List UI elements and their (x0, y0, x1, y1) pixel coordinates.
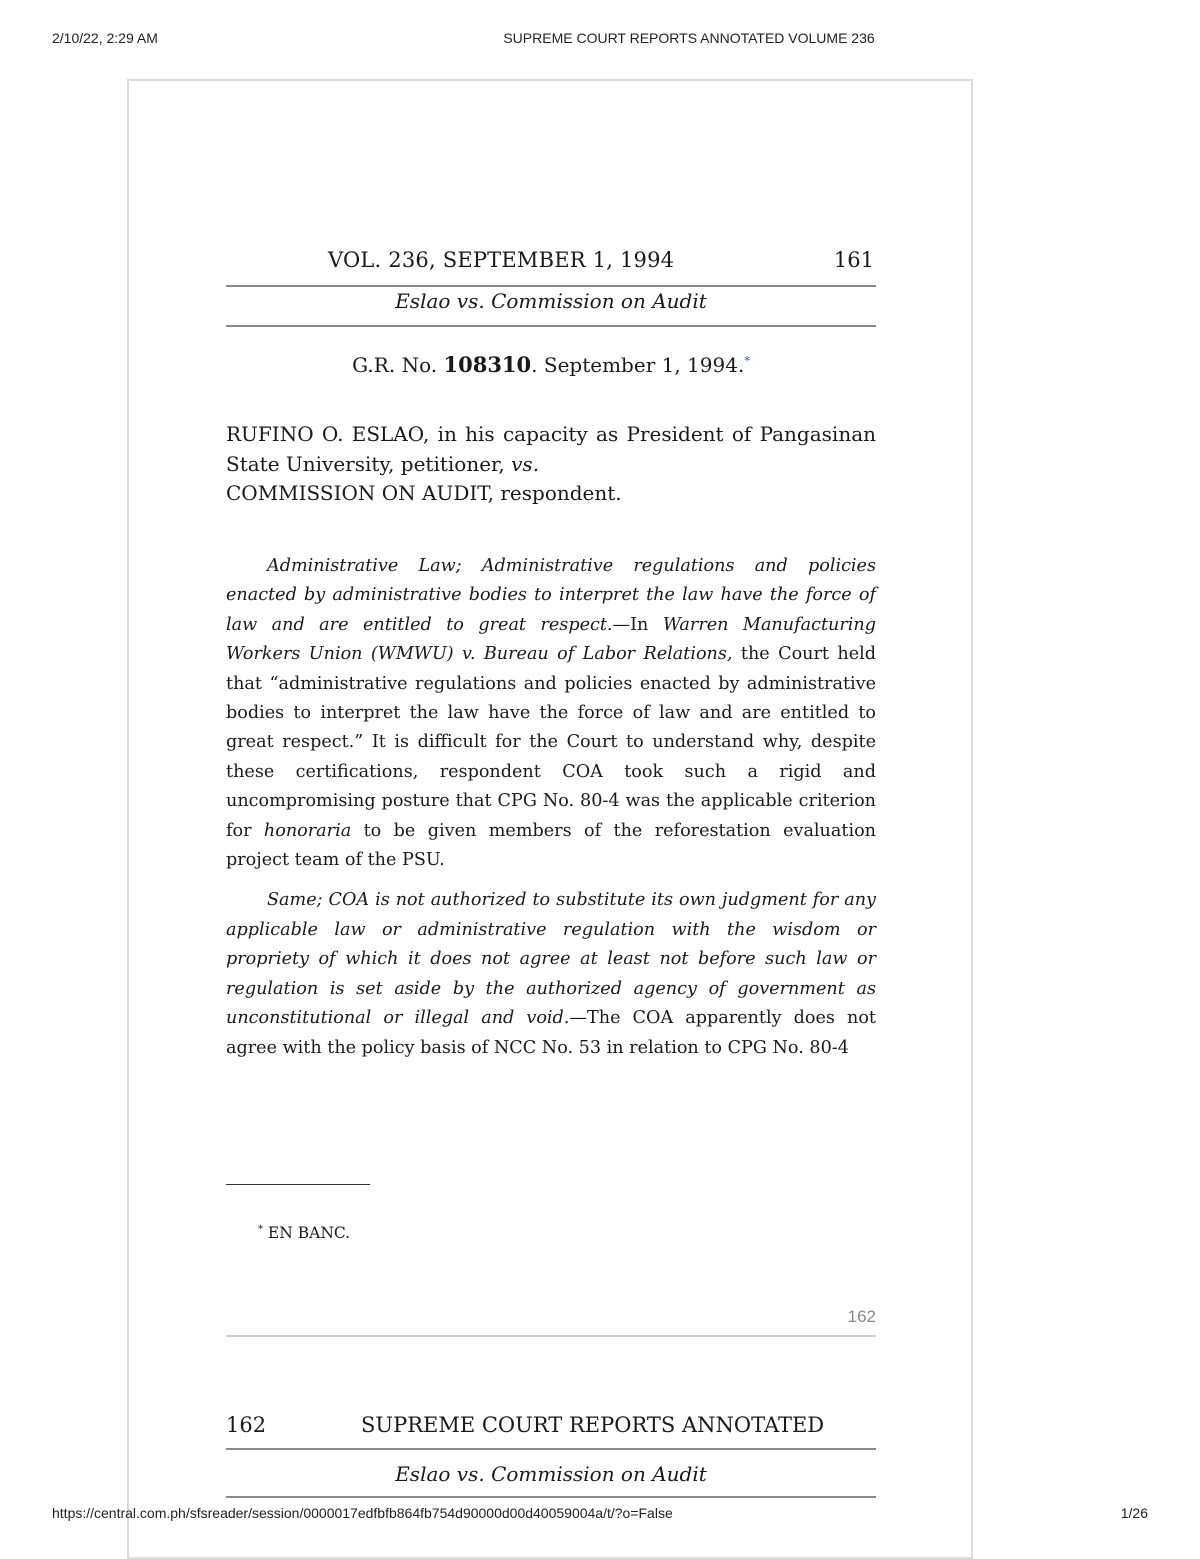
case-title-next: Eslao vs. Commission on Audit (395, 1462, 707, 1486)
parties (226, 420, 876, 509)
footnote-star: * (258, 1224, 263, 1235)
gr-prefix: G.R. No. (352, 353, 444, 377)
footnote-text: EN BANC. (263, 1224, 351, 1243)
parties-vs: vs. (511, 451, 540, 476)
footnote-link[interactable]: * (744, 354, 750, 368)
gr-date: . September 1, 1994. (531, 353, 745, 377)
syllabus-paragraph (226, 552, 876, 875)
syllabus-text: —In (612, 614, 663, 635)
print-datetime: 2/10/22, 2:29 AM (52, 30, 158, 46)
parties-petitioner: RUFINO O. ESLAO, in his capacity as President of Pangasinan State University, petitioner, (226, 422, 876, 476)
header-rule-bottom (226, 325, 876, 327)
header-rule-bottom-next (226, 1496, 876, 1498)
footnote-rule (226, 1184, 370, 1185)
cited-case: Warren Manufacturing Workers Union (WMWU) v. Bureau of Labor Relations, (226, 614, 876, 665)
footnote (258, 1224, 350, 1242)
print-page-count: 1/26 (1120, 1505, 1148, 1521)
running-head (226, 248, 876, 278)
page-number-next: 162 (226, 1413, 267, 1437)
page-separator (226, 1335, 876, 1337)
header-rule-top (226, 285, 876, 287)
print-doc-title: SUPREME COURT REPORTS ANNOTATED VOLUME 236 (503, 30, 875, 46)
syllabus (226, 552, 876, 1074)
syllabus-text: to be given members of the reforestation evaluation project team of the PSU. (226, 820, 876, 871)
reporter-title: SUPREME COURT REPORTS ANNOTATED (361, 1413, 825, 1437)
print-header (0, 30, 1200, 50)
gr-number-line (226, 352, 876, 377)
syllabus-text: —The COA apparently does not agree with the policy basis of NCC No. 53 in relation to CPG No. 80-4 (226, 1008, 876, 1058)
page-marker: 162 (847, 1307, 876, 1326)
syllabus-term: honoraria (263, 820, 352, 841)
syllabus-headnote: Administrative Law; Administrative regulations and policies enacted by administrative bodies to interpret the law have the force of law and are entitled to great respect. (226, 556, 876, 635)
volume-date: VOL. 236, SEPTEMBER 1, 1994 (328, 248, 675, 272)
header-rule-top-next (226, 1448, 876, 1450)
running-head-next (226, 1413, 876, 1443)
case-title: Eslao vs. Commission on Audit (395, 289, 707, 313)
syllabus-paragraph (226, 886, 876, 1062)
print-url: https://central.com.ph/sfsreader/session/0000017edfbfb864fb754d90000d00d40059004a/t/?o=False (52, 1505, 673, 1521)
page-number: 161 (833, 248, 874, 272)
gr-number: 108310 (443, 352, 532, 377)
parties-respondent: COMMISSION ON AUDIT, respondent. (226, 481, 622, 505)
syllabus-headnote: Same; COA is not authorized to substitute its own judgment for any applicable law or administrative regulation with the wisdom or propriety of which it does not agree at least not before such law or regulation is set aside by the authorized agency of government as unconstitutional or illegal and void. (226, 890, 876, 1029)
syllabus-text: the Court held that “administrative regulations and policies enacted by administrative bodies to interpret the law have the force of law and are entitled to great respect.” It is difficult for the Court to understand why, despite these certifications, respondent COA took such a rigid and uncompromising posture that CPG No. 80-4 was the applicable criterion for (226, 644, 877, 841)
